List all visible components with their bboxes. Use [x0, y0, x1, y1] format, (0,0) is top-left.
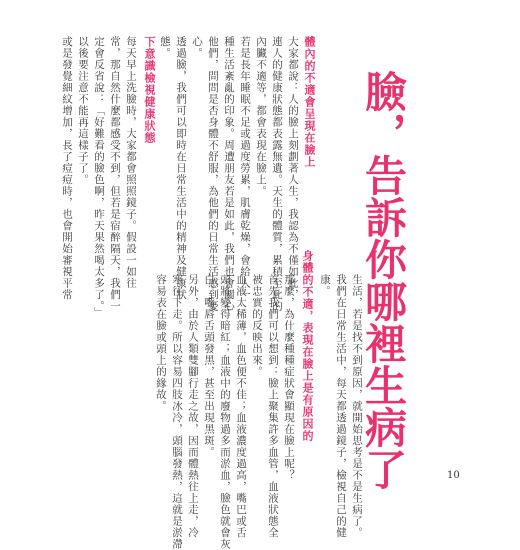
paragraph-line: 寒往下走。所以容易四肢冰冷，頭腦發熱，這就是淤滯	[171, 274, 183, 550]
paragraph-line: 態。	[159, 36, 171, 59]
paragraph-line: 容易表在臉或頭上的緣故。	[155, 274, 167, 412]
paragraph-line: 那麼，為什麼種種症狀會顯現在臉上呢？	[283, 274, 295, 481]
paragraph-line: 心。	[191, 36, 203, 59]
paragraph-line: 連人的健康狀態都表露無遺。天生的體質，累積至此的	[271, 36, 283, 312]
section-heading: 下意識檢視健康狀態	[143, 36, 156, 144]
chapter-title: 臉，告訴你哪裡生病了	[359, 70, 408, 490]
page-number: 10	[447, 470, 460, 481]
paragraph-line: 種生活紊亂的印象。周遭朋友若是如此，我們也會關心	[223, 36, 235, 312]
paragraph-line: 頭將變得暗紅；血液中的廢物過多而淤血，臉色就會灰	[219, 274, 231, 550]
paragraph-line: 另外，由於人類雙腳行走之故，因而體熱往上走，冷	[187, 274, 199, 539]
paragraph-line: 以後要注意不能再這樣子了。	[77, 36, 89, 186]
paragraph-line: 被忠實的反映出來。	[251, 274, 263, 378]
paragraph-line: 透過臉，我們可以即時在日常生活中的精神及健康狀	[175, 36, 187, 301]
paragraph-line: 首先我們可以想到：臉上聚集許多血管，血液狀態全	[267, 274, 279, 539]
paragraph-line: 我們在日常生活中，每天都透過鏡子，檢視自己的健	[335, 274, 347, 539]
paragraph-line: 每天早上洗臉時，大家都會照照鏡子。假設一如往	[125, 36, 137, 289]
paragraph-line: 或是發覺細紋增加，長了痘痘時，也會開始審視平常	[61, 36, 73, 301]
paragraph-line: 血液太稀薄，血色便不佳；血液濃度過高，嘴巴或舌	[235, 274, 247, 539]
paragraph-line: 大家都說：人的臉上刻劃著人生，我認為不僅如此，	[287, 36, 299, 301]
paragraph-line: 白，嘴唇舌頭發黑，甚至出現黑斑。	[203, 274, 215, 458]
paragraph-line: 常，那自然什麼都感受不到，但若是宿醉隔天，我們一	[109, 36, 121, 312]
paragraph-line: 康。	[319, 274, 331, 297]
paragraph-line: 他們，問問是否身體不舒服，為他們的日常生活感到憂	[207, 36, 219, 312]
section-heading: 身體的不適，表現在臉上是有原因的	[301, 250, 314, 442]
paragraph-line: 定會反省說：「好難看的臉色啊，昨天果然喝太多了。」	[93, 36, 105, 319]
section-heading: 體內的不適會呈現在臉上	[303, 36, 316, 168]
paragraph-line: 內臟不適等，都會表現在臉上。	[255, 36, 267, 197]
paragraph-line: 若是長年睡眠不足或過度勞累，肌膚乾燥，會給人一	[239, 36, 251, 301]
paragraph-line: 生活，若是找不到原因，就開始思考是不是生病了。	[351, 274, 363, 539]
